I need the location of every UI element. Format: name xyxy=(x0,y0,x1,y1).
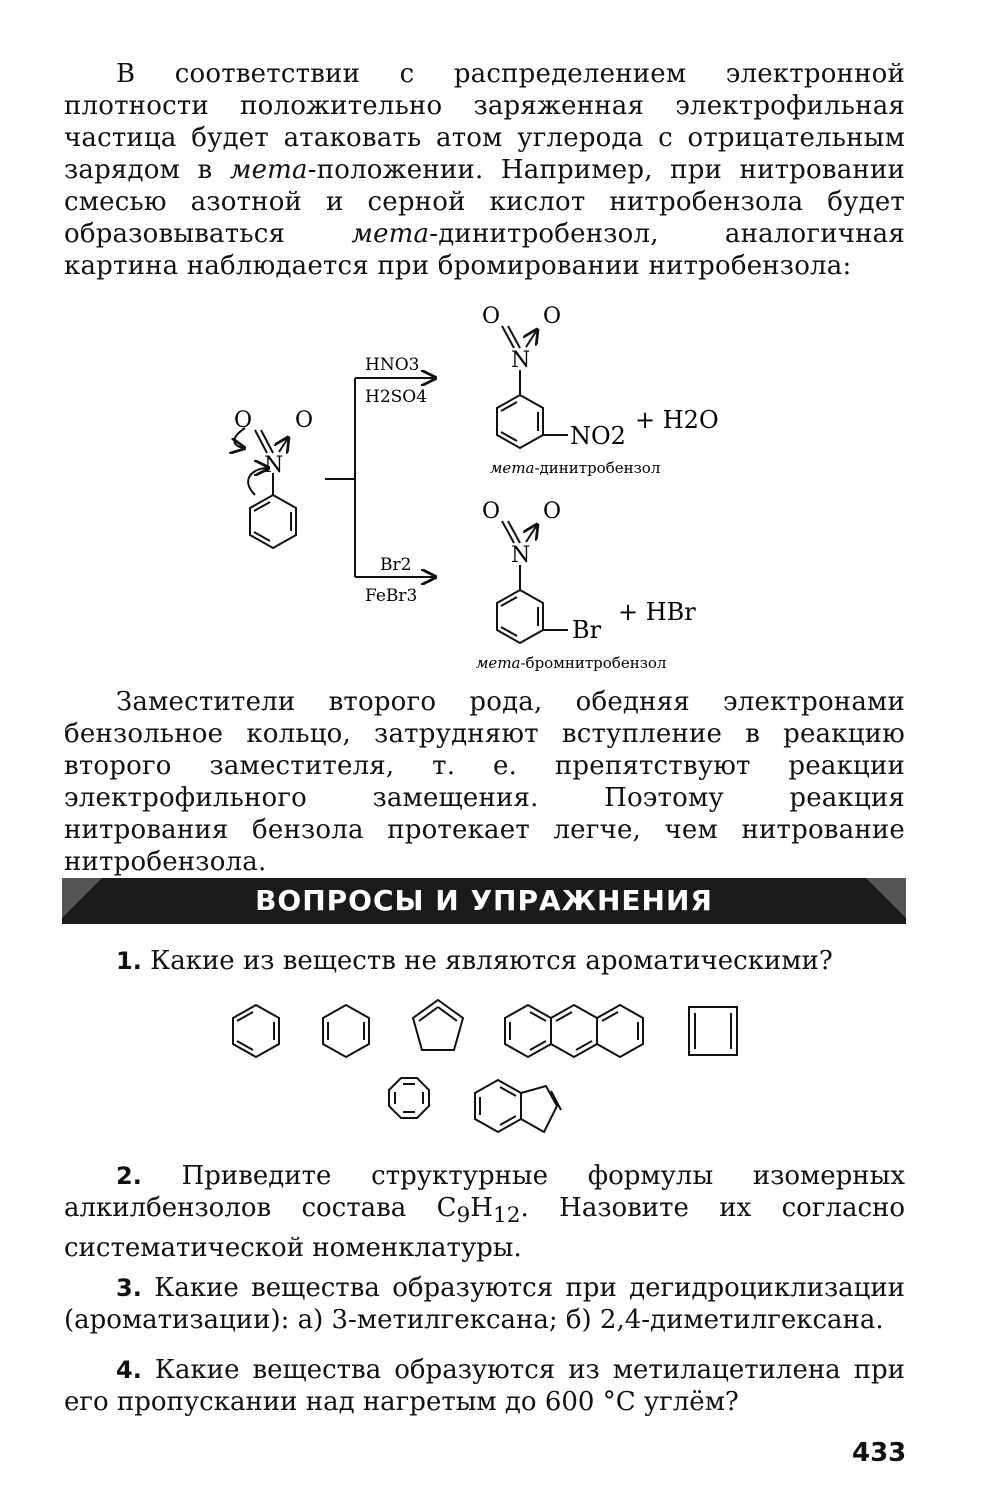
atom-o-left: O xyxy=(234,408,253,433)
question-4: 4. Какие вещества образуются из метилацетилена при его пропускании над нагретым до 600 °С углём? xyxy=(64,1355,906,1417)
question-3: 3. Какие вещества образуются при дегидроциклизации (ароматизации): а) 3-метилгексана; б) 2,4-диметилгексана. xyxy=(64,1273,906,1335)
p2-atom-n: N xyxy=(511,543,531,568)
dinitrobenzene-structure xyxy=(497,326,568,448)
p1-substituent: NO2 xyxy=(570,422,626,450)
benzene-structure xyxy=(233,1005,279,1057)
indene-structure xyxy=(475,1080,561,1132)
cyclooctatetraene-structure xyxy=(389,1078,429,1118)
p1-byproduct: + H2O xyxy=(635,406,719,434)
p2-atom-o-left: O xyxy=(482,499,501,524)
p1-atom-o-right: O xyxy=(543,304,562,329)
conclusion-paragraph: Заместители второго рода, обедняя электронами бензольное кольцо, затрудняют вступление в реакцию второго заместителя, т. е. препятствуют реакции электрофильного замещения. Поэтому реакция нитрования бензола протекает легче, чем нитрование нитробензола. xyxy=(64,687,905,877)
section-banner xyxy=(62,878,906,924)
p1-atom-n: N xyxy=(511,348,531,373)
p1-name: мета-динитробензол xyxy=(490,459,661,477)
p2-byproduct: + HBr xyxy=(618,598,696,626)
reaction-scheme xyxy=(200,290,760,690)
p2-substituent: Br xyxy=(572,616,602,644)
reagent-hno3: HNO3 xyxy=(365,355,420,375)
meta-italic-2: мета xyxy=(351,219,430,249)
atom-o-right: O xyxy=(295,408,314,433)
page-number: 433 xyxy=(852,1438,907,1468)
reagent-br2: Br2 xyxy=(380,555,412,575)
anthracene-structure xyxy=(505,1005,643,1057)
p1-atom-o-left: O xyxy=(482,304,501,329)
candidate-structures xyxy=(200,990,800,1150)
cyclopentadiene-structure xyxy=(413,1000,463,1050)
reagent-h2so4: H2SO4 xyxy=(365,387,428,407)
bromonitrobenzene-structure xyxy=(497,521,568,643)
reagent-febr3: FeBr3 xyxy=(365,586,418,606)
question-1: 1. Какие из веществ не являются ароматическими? xyxy=(116,946,833,976)
cyclobutadiene-structure xyxy=(689,1007,737,1055)
question-2: 2. Приведите структурные формулы изомерных алкилбензолов состава $C_9H_{12}$. Назовите их согласно систематической номенклатуры. xyxy=(64,1161,905,1264)
p2-name: мета-бромнитробензол xyxy=(476,654,667,672)
meta-italic-1: мета xyxy=(229,155,308,185)
nitrobenzene-structure xyxy=(234,428,296,548)
section-title: ВОПРОСЫ И УПРАЖНЕНИЯ xyxy=(255,884,713,917)
intro-paragraph: В соответствии с распределением электронной плотности положительно заряженная электрофильная частица будет атаковать атом углерода с отрицательным зарядом в мета-положении. Например, при нитровании смесью азотной и серной кислот нитробензола будет образовываться мета-динитробензол, аналогичная картина наблюдается при бромировании нитробензола: xyxy=(64,59,906,281)
atom-n: N xyxy=(264,453,284,478)
p2-atom-o-right: O xyxy=(543,499,562,524)
cyclohexadiene-structure xyxy=(323,1005,369,1057)
